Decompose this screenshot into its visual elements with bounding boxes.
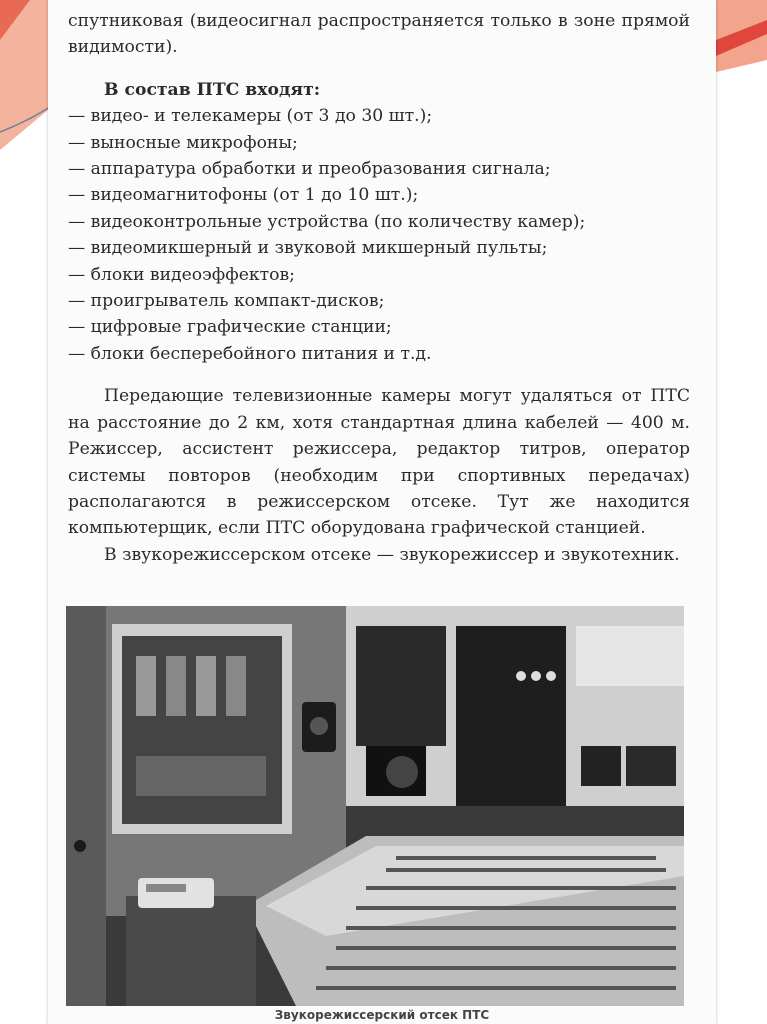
- list-item: — цифровые графические станции;: [68, 317, 392, 338]
- list-item: — видеоконтрольные устройства (по количеству камер);: [68, 211, 586, 232]
- list-item: — проигрыватель компакт-дисков;: [68, 291, 385, 312]
- list-item: — аппаратура обработки и преобразования сигнала;: [68, 159, 551, 180]
- intro-paragraph: спутниковая (видеосигнал распространяется только в зоне прямой видимости).: [68, 11, 690, 58]
- list-item: — выносные микрофоны;: [68, 132, 298, 153]
- sound-control-room-photo: [66, 606, 684, 1006]
- list-heading: В состав ПТС входят:: [104, 79, 321, 100]
- body-paragraph: В звукорежиссерском отсеке — звукорежиссер и звукотехник.: [104, 544, 680, 565]
- list-item: — видеомикшерный и звуковой микшерный пульты;: [68, 238, 548, 259]
- equipment-list: [68, 103, 690, 367]
- list-item: — видео- и телекамеры (от 3 до 30 шт.);: [68, 106, 433, 127]
- page-text: [68, 8, 690, 568]
- list-item: — видеомагнитофоны (от 1 до 10 шт.);: [68, 185, 419, 206]
- body-paragraph: Передающие телевизионные камеры могут удаляться от ПТС на расстояние до 2 км, хотя стандартная длина кабелей — 400 м. Режиссер, ассистент режиссера, редактор титров, оператор системы повторов (необходим при спортивных передачах) располагаются в режиссерском отсеке. Тут же находится компьютерщик, если ПТС оборудована графической станцией.: [68, 386, 690, 539]
- figure-caption: Звукорежиссерский отсек ПТС: [274, 1008, 490, 1022]
- book-page: [48, 0, 716, 1024]
- list-item: — блоки видеоэффектов;: [68, 264, 295, 285]
- list-item: — блоки бесперебойного питания и т.д.: [68, 343, 432, 364]
